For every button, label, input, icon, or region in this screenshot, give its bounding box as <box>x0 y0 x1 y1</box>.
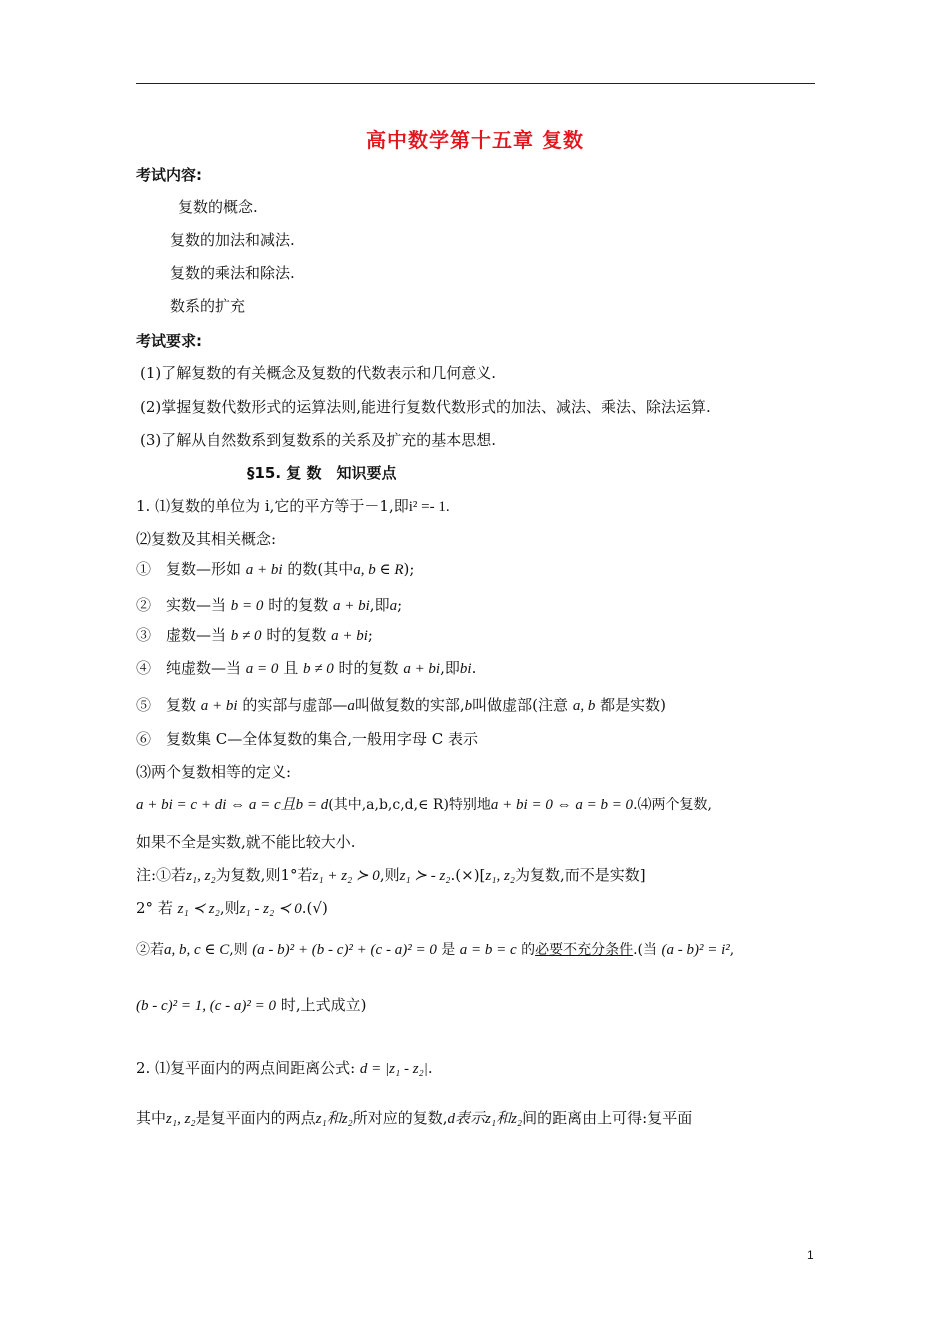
math: b <box>464 698 473 714</box>
text: ,即 <box>440 659 460 677</box>
content-item: 复数的加法和减法. <box>170 231 295 249</box>
page-number: 1 <box>807 1248 814 1262</box>
text: 时,上式成立) <box>280 996 367 1014</box>
text: ); <box>403 560 415 578</box>
text: 时的复数 <box>266 626 327 644</box>
text: .⑷两个复数, <box>633 797 712 813</box>
text: 若 <box>297 866 313 884</box>
text: (其中,a,b,c,d,∈ R)特别地 <box>328 797 491 813</box>
math: b ≠ 0 <box>303 661 334 677</box>
text: ,则 <box>229 942 248 958</box>
math: a + bi <box>331 628 368 644</box>
underlined-text: 必要不充分条件 <box>535 942 634 958</box>
text: 都是实数) <box>600 696 666 714</box>
math: b ≠ 0 <box>230 628 262 644</box>
text: ; <box>397 596 403 614</box>
math: (b - c)² = 1, (c - a)² = 0 <box>136 998 277 1014</box>
content-header: 考试内容: <box>136 166 202 184</box>
note-line <box>136 865 646 886</box>
math: a = b = c <box>459 942 517 958</box>
requirement-item: (3)了解从自然数系到复数系的关系及扩充的基本思想. <box>140 431 497 449</box>
note-line <box>136 940 734 960</box>
text: .(×)[ <box>450 866 486 884</box>
math: d = |z₁ - z₂| <box>359 1061 428 1077</box>
math: a + bi = c + di ⇔ a = c且b = d <box>136 797 329 813</box>
requirements-header: 考试要求: <box>136 332 202 350</box>
math: z₁, z₂ <box>485 868 516 884</box>
note-line <box>136 995 366 1016</box>
text: ②若 <box>136 942 164 958</box>
header-rule <box>136 83 815 84</box>
text: 的数(其中 <box>287 560 354 578</box>
requirement-item: (2)掌握复数代数形式的运算法则,能进行复数代数形式的加法、减法、乘法、除法运算. <box>140 398 711 416</box>
math: i² =- 1. <box>408 499 450 515</box>
math: z₁ ≺ z₂ <box>177 901 220 917</box>
concept-line <box>136 658 476 679</box>
text: 是复平面内的两点 <box>195 1109 316 1127</box>
math: a + bi <box>245 562 283 578</box>
text: 为复数,而不是实数] <box>515 866 646 884</box>
math: a + bi = 0 ⇔ a = b = 0 <box>490 797 634 813</box>
math: 1° <box>280 866 298 884</box>
content-item: 复数的概念. <box>178 198 258 216</box>
concept-line <box>136 625 373 646</box>
math: 2° <box>136 899 154 917</box>
section-title: §15. 复 数 知识要点 <box>247 464 397 482</box>
equality-line <box>136 795 712 815</box>
text: ,则 <box>379 866 400 884</box>
text-line: ⑶两个复数相等的定义: <box>136 763 292 781</box>
text: . <box>471 659 477 677</box>
text: ① 复数—形如 <box>136 560 242 578</box>
text: , <box>729 942 735 958</box>
content-item: 复数的乘法和除法. <box>170 264 295 282</box>
math: a + bi <box>200 698 238 714</box>
text: 所对应的复数, <box>352 1109 448 1127</box>
math: a <box>389 598 398 614</box>
text-line <box>136 1108 692 1129</box>
text: 叫做复数的实部, <box>354 696 465 714</box>
text: ② 实数—当 <box>136 596 227 614</box>
text: 叫做虚部(注意 <box>472 696 569 714</box>
text-line <box>136 496 450 517</box>
text: 的实部与虚部— <box>242 696 348 714</box>
math: z₁, z₂ <box>166 1111 196 1127</box>
text: .(当 <box>633 942 658 958</box>
text: 1. ⑴复数的单位为 i,它的平方等于－1,即 <box>136 497 409 515</box>
text-line <box>136 1058 433 1079</box>
text: 2. ⑴复平面内的两点间距离公式: <box>136 1059 356 1077</box>
text: .(√) <box>301 899 328 917</box>
text: 的 <box>521 942 536 958</box>
concept-line: ⑥ 复数集 C—全体复数的集合,一般用字母 C 表示 <box>136 730 479 748</box>
text: 注:①若 <box>136 866 187 884</box>
text-line: ⑵复数及其相关概念: <box>136 530 277 548</box>
note-line <box>136 898 328 919</box>
math: b = 0 <box>230 598 264 614</box>
page-title: 高中数学第十五章 复数 <box>366 128 584 152</box>
text: ; <box>367 626 373 644</box>
concept-line <box>136 559 414 580</box>
text: 其中 <box>136 1109 167 1127</box>
text: 且 <box>283 659 299 677</box>
concept-line <box>136 695 666 716</box>
math: a <box>347 698 355 714</box>
text: 时的复数 <box>338 659 399 677</box>
text: ⑤ 复数 <box>136 696 197 714</box>
math: z₁, z₂ <box>186 868 216 884</box>
text: 是 <box>441 942 456 958</box>
math: (a - b)² + (b - c)² + (c - a)² = 0 <box>252 942 437 958</box>
math: z₁ - z₂ ≺ 0 <box>239 901 302 917</box>
math: (a - b)² = i² <box>661 942 730 958</box>
math: a + bi <box>333 598 370 614</box>
text: . <box>427 1059 433 1077</box>
text: 若 <box>157 899 173 917</box>
math: bi <box>459 661 472 677</box>
math: a, b, c ∈ C <box>164 942 230 958</box>
text: ③ 虚数—当 <box>136 626 227 644</box>
content-item: 数系的扩充 <box>170 297 246 315</box>
math: z₁ ≻ - z₂ <box>399 868 451 884</box>
math: a + bi <box>403 661 441 677</box>
math: d表示z₁和z₂ <box>447 1111 523 1127</box>
text: 时的复数 <box>268 596 329 614</box>
math: z₁ + z₂ ≻ 0 <box>312 868 380 884</box>
requirement-item: (1)了解复数的有关概念及复数的代数表示和几何意义. <box>140 364 497 382</box>
math: a, b <box>572 698 596 714</box>
math: z₁和z₂ <box>315 1111 353 1127</box>
text: ④ 纯虚数—当 <box>136 659 242 677</box>
text: 间的距离由上可得:复平面 <box>522 1109 693 1127</box>
text: 为复数,则 <box>215 866 281 884</box>
math: a, b ∈ R <box>353 562 404 578</box>
text: ,则 <box>219 899 240 917</box>
concept-line <box>136 595 402 616</box>
text: ,即 <box>369 596 390 614</box>
math: a = 0 <box>245 661 279 677</box>
text-line: 如果不全是实数,就不能比较大小. <box>136 833 356 851</box>
